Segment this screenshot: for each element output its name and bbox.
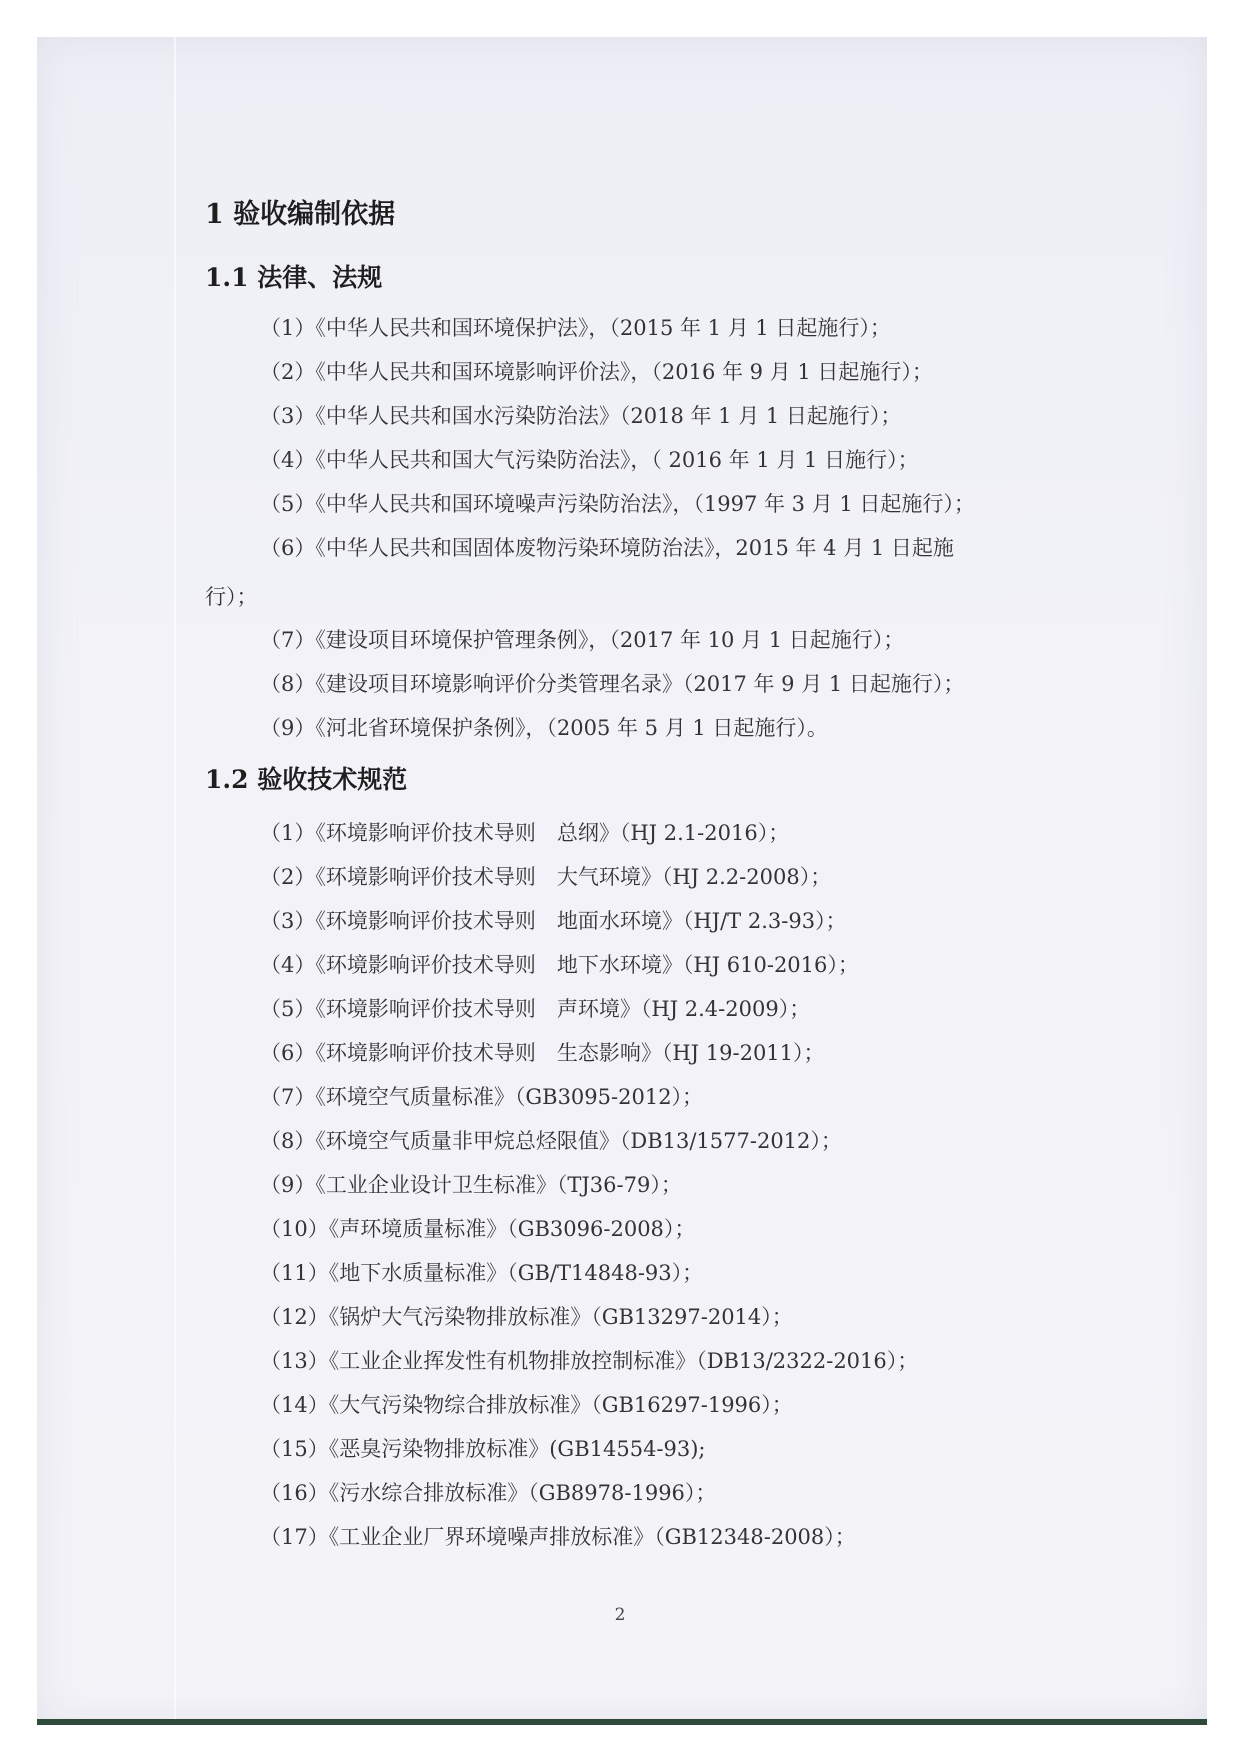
spec-item: （17）《工业企业厂界环境噪声排放标准》（GB12348-2008）； bbox=[260, 1525, 856, 1549]
spec-item: （11）《地下水质量标准》（GB/T14848-93）； bbox=[260, 1261, 704, 1285]
spec-item: （14）《大气污染物综合排放标准》（GB16297-1996）； bbox=[260, 1393, 793, 1417]
law-item: （1）《中华人民共和国环境保护法》，（2015 年 1 月 1 日起施行）； bbox=[260, 316, 891, 340]
spec-item: （13）《工业企业挥发性有机物排放控制标准》（DB13/2322-2016）； bbox=[260, 1349, 919, 1373]
chapter-heading: 1 验收编制依据 bbox=[205, 199, 396, 230]
spec-item: （7）《环境空气质量标准》（GB3095-2012）； bbox=[260, 1085, 704, 1109]
law-item: （6）《中华人民共和国固体废物污染环境防治法》，2015 年 4 月 1 日起施 bbox=[260, 536, 954, 560]
page-bottom-edge bbox=[37, 1719, 1207, 1725]
spec-item: （6）《环境影响评价技术导则 生态影响》（HJ 19-2011）； bbox=[260, 1041, 825, 1065]
law-item: （8）《建设项目环境影响评价分类管理名录》（2017 年 9 月 1 日起施行）； bbox=[260, 672, 965, 696]
page-number: 2 bbox=[614, 1605, 626, 1625]
spec-item: （1）《环境影响评价技术导则 总纲》（HJ 2.1-2016）； bbox=[260, 821, 790, 845]
law-item: （4）《中华人民共和国大气污染防治法》，（ 2016 年 1 月 1 日施行）； bbox=[260, 448, 919, 472]
spec-item: （3）《环境影响评价技术导则 地面水环境》（HJ/T 2.3-93）； bbox=[260, 909, 847, 933]
spec-item: （12）《锅炉大气污染物排放标准》（GB13297-2014）； bbox=[260, 1305, 793, 1329]
law-item: （9）《河北省环境保护条例》，（2005 年 5 月 1 日起施行）。 bbox=[260, 716, 828, 740]
spec-item: （15）《恶臭污染物排放标准》(GB14554-93); bbox=[260, 1437, 706, 1461]
spec-item: （4）《环境影响评价技术导则 地下水环境》（HJ 610-2016）； bbox=[260, 953, 859, 977]
law-item: （7）《建设项目环境保护管理条例》，（2017 年 10 月 1 日起施行）； bbox=[260, 628, 905, 652]
law-item: （3）《中华人民共和国水污染防治法》（2018 年 1 月 1 日起施行）； bbox=[260, 404, 902, 428]
section-heading-laws: 1.1 法律、法规 bbox=[205, 263, 383, 292]
law-item: （5）《中华人民共和国环境噪声污染防治法》，（1997 年 3 月 1 日起施行）； bbox=[260, 492, 975, 516]
spec-item: （10）《声环境质量标准》（GB3096-2008）； bbox=[260, 1217, 696, 1241]
section-heading-technical-specs: 1.2 验收技术规范 bbox=[205, 765, 408, 794]
law-item-continuation: 行）； bbox=[205, 585, 258, 609]
spec-item: （9）《工业企业设计卫生标准》（TJ36-79）； bbox=[260, 1173, 682, 1197]
law-item: （2）《中华人民共和国环境影响评价法》，（2016 年 9 月 1 日起施行）； bbox=[260, 360, 933, 384]
spec-item: （5）《环境影响评价技术导则 声环境》（HJ 2.4-2009）； bbox=[260, 997, 811, 1021]
fold-line bbox=[174, 37, 176, 1725]
spec-item: （8）《环境空气质量非甲烷总烃限值》（DB13/1577-2012）； bbox=[260, 1129, 842, 1153]
spec-item: （2）《环境影响评价技术导则 大气环境》（HJ 2.2-2008）； bbox=[260, 865, 832, 889]
spec-item: （16）《污水综合排放标准》（GB8978-1996）； bbox=[260, 1481, 717, 1505]
